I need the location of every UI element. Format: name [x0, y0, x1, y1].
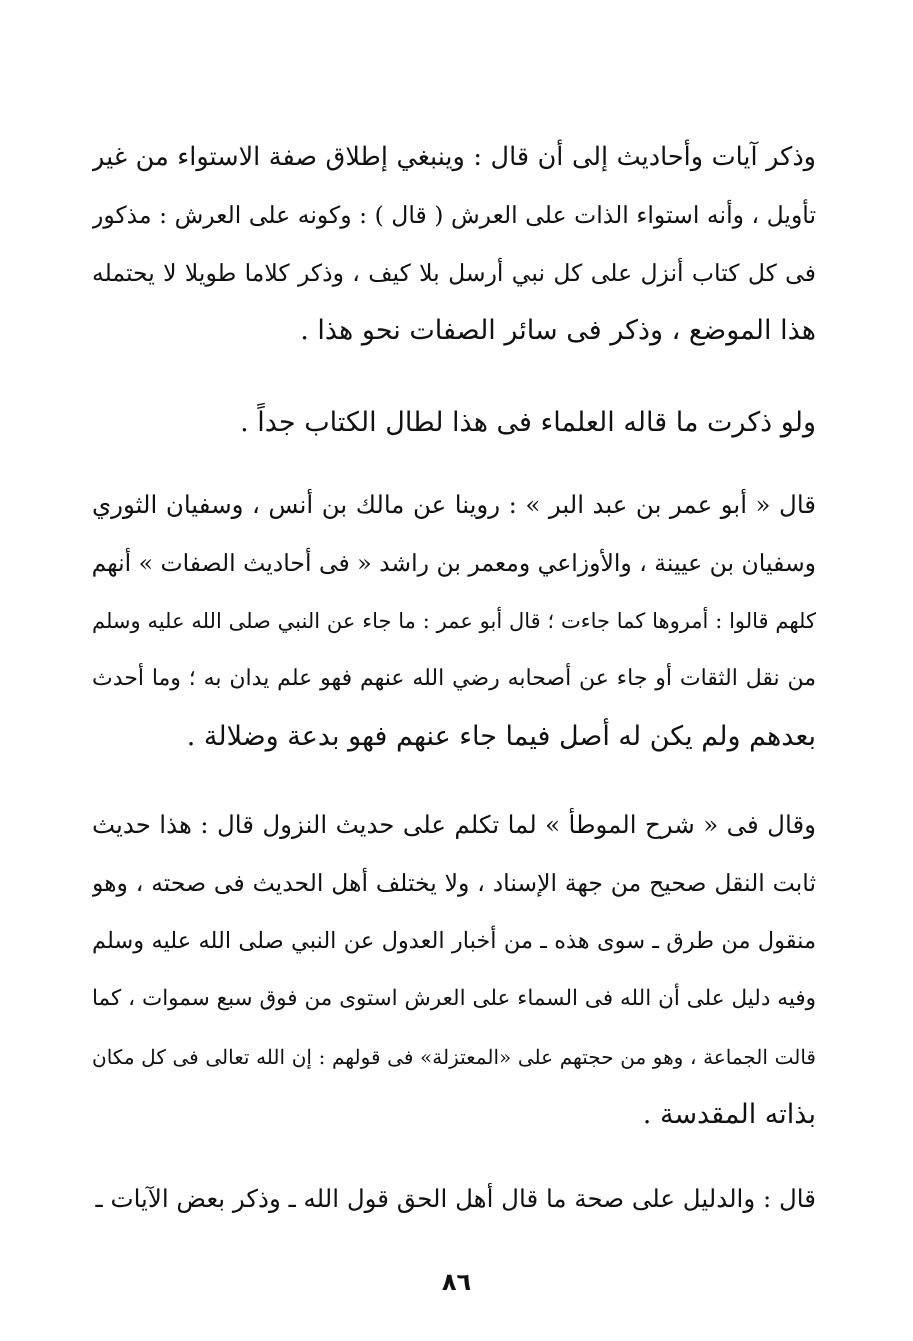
- text-line: من نقل الثقات أو جاء عن أصحابه رضي الله عنهم فهو علم يدان به ؛ وما أحدث: [92, 666, 816, 691]
- text-line: قالت الجماعة ، وهو من حجتهم على «المعتزلة» فى قولهم : إن الله تعالى فى كل مكان: [92, 1045, 816, 1069]
- text-line: هذا الموضع ، وذكر فى سائر الصفات نحو هذا .: [300, 315, 816, 346]
- text-line: وسفيان بن عيينة ، والأوزاعي ومعمر بن راشد « فى أحاديث الصفات » أنهم: [92, 549, 816, 577]
- paragraph-istiwa: [92, 128, 816, 360]
- text-line: قال : والدليل على صحة ما قال أهل الحق قول الله ـ وذكر بعض الآيات ـ: [95, 1184, 816, 1213]
- text-line: وفيه دليل على أن الله فى السماء على العرش استوى من فوق سبع سموات ، كما: [92, 986, 816, 1011]
- text-line: فى كل كتاب أنزل على كل نبي أرسل بلا كيف ، وذكر كلاما طويلا لا يحتمله: [92, 259, 816, 287]
- text-line: وقال فى « شرح الموطأ » لما تكلم على حديث النزول قال : هذا حديث: [92, 810, 816, 839]
- text-line: ثابت النقل صحيح من جهة الإسناد ، ولا يختلف أهل الحديث فى صحته ، وهو: [92, 869, 816, 897]
- text-line: قال « أبو عمر بن عبد البر » : روينا عن مالك بن أنس ، وسفيان الثوري: [92, 490, 816, 519]
- page-number: ٨٦: [441, 1268, 472, 1296]
- text-line: بذاته المقدسة .: [642, 1099, 816, 1130]
- paragraph-ulama: [92, 394, 816, 452]
- paragraph-ibn-abd-al-barr: [92, 476, 816, 766]
- text-line: كلهم قالوا : أمروها كما جاءت ؛ قال أبو عمر : ما جاء عن النبي صلى الله عليه وسلم: [92, 609, 816, 633]
- text-line: بعدهم ولم يكن له أصل فيما جاء عنهم فهو بدعة وضلالة .: [186, 721, 816, 752]
- paragraph-sharh-al-muwatta: [92, 796, 816, 1144]
- text-line: منقول من طرق ـ سوى هذه ـ من أخبار العدول عن النبي صلى الله عليه وسلم: [92, 928, 816, 954]
- text-line: تأويل ، وأنه استواء الذات على العرش ( قال ) : وكونه على العرش : مذكور: [92, 201, 816, 229]
- text-line: وذكر آيات وأحاديث إلى أن قال : وينبغي إطلاق صفة الاستواء من غير: [92, 142, 816, 172]
- text-line: ولو ذكرت ما قاله العلماء فى هذا لطال الكتاب جداً .: [240, 407, 816, 438]
- paragraph-dalil: [92, 1170, 816, 1228]
